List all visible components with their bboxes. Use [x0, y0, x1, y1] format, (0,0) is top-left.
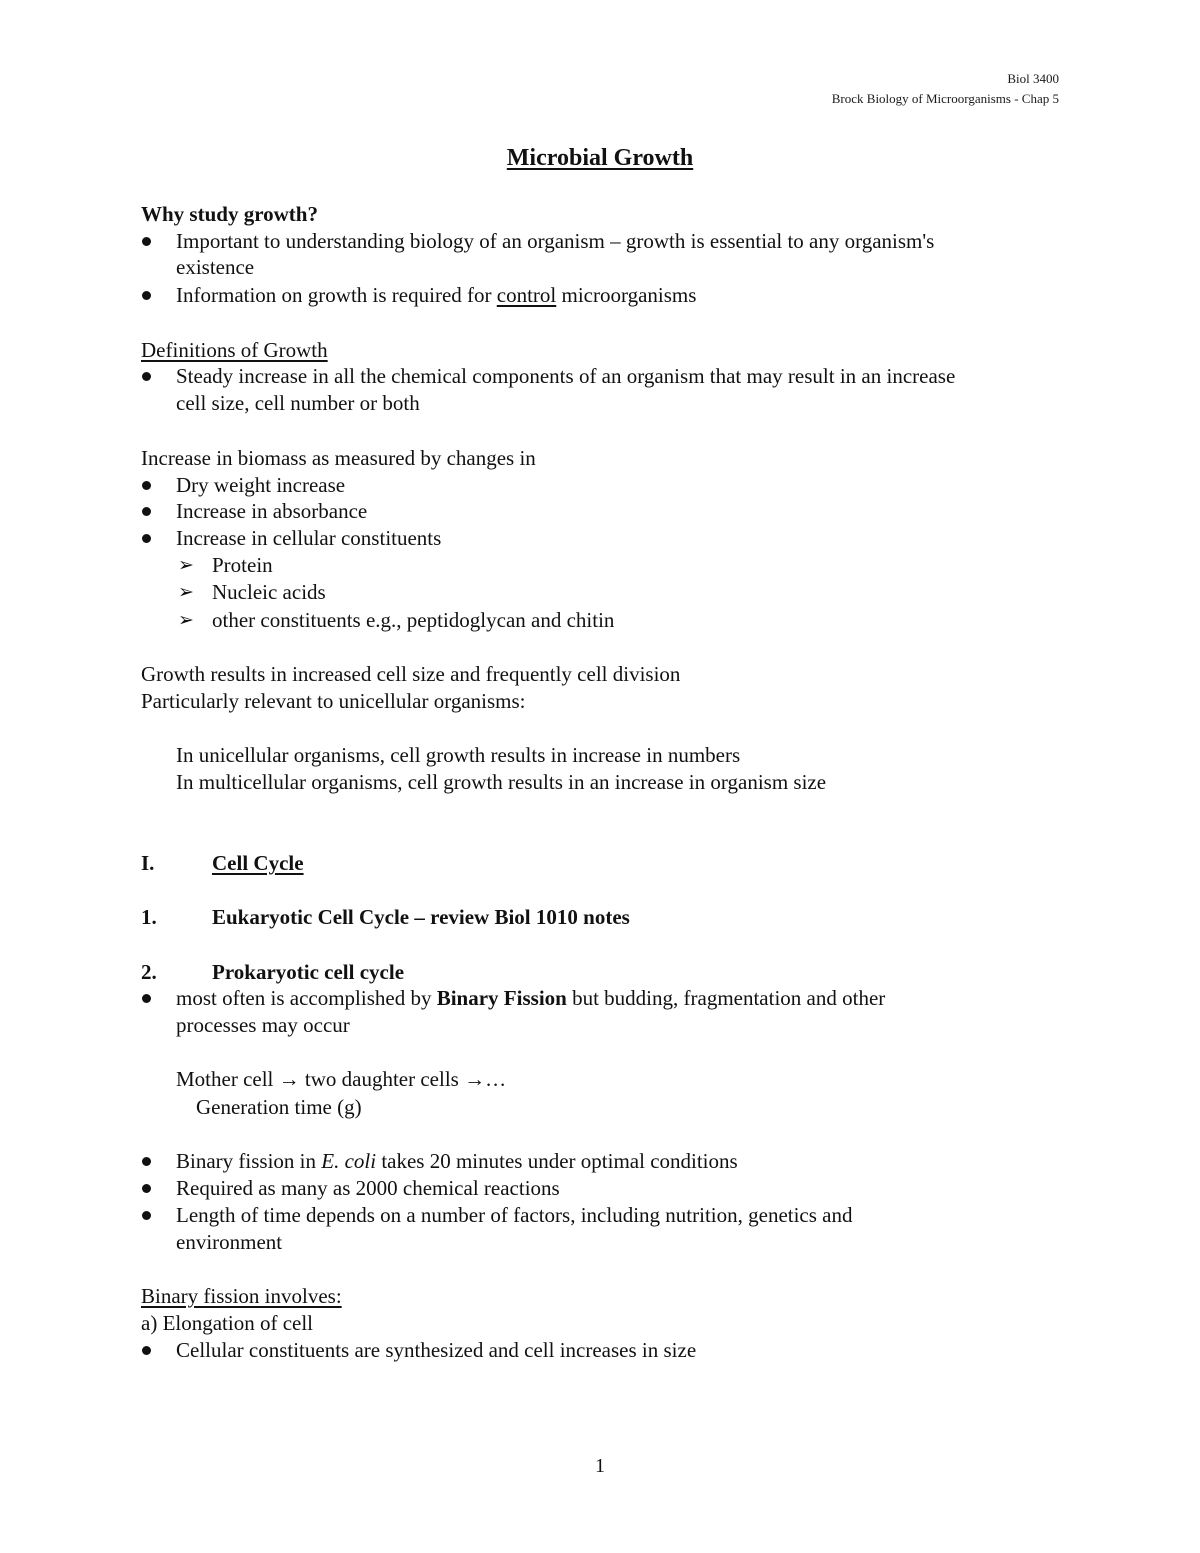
- item-2-flow: Mother cell → two daughter cells →…: [176, 1067, 507, 1091]
- item-2-bullet-1-pre: most often is accomplished by: [176, 986, 437, 1010]
- header-course: Biol 3400: [1007, 71, 1059, 86]
- biomass-intro: Increase in biomass as measured by changes in: [141, 446, 536, 470]
- biomass-subitem-3: other constituents e.g., peptidoglycan and chitin: [212, 608, 615, 632]
- why-bullet-2-post: microorganisms: [556, 283, 697, 307]
- header-book: Brock Biology of Microorganisms - Chap 5: [831, 91, 1059, 106]
- definitions-heading: [141, 337, 328, 364]
- bullet-icon: [142, 291, 151, 300]
- item-1-number: 1.: [141, 905, 157, 929]
- binary-bullet-1: Cellular constituents are synthesized and cell increases in size: [176, 1338, 697, 1362]
- definitions-bullet-line-1: Steady increase in all the chemical components of an organism that may result in an increase: [176, 364, 956, 388]
- bullet-icon: [142, 507, 151, 516]
- page-title: [0, 145, 1200, 172]
- item-2-bullet-1-line-1: [176, 985, 885, 1012]
- bullet-icon: [142, 1157, 151, 1166]
- item-2-bullet-4-line-2: environment: [176, 1230, 283, 1254]
- growth-line-2: Particularly relevant to unicellular organisms:: [141, 689, 526, 713]
- binary-heading-text: Binary fission involves:: [141, 1284, 342, 1308]
- page-title-text: Microbial Growth: [506, 145, 694, 171]
- growth-line-4: In multicellular organisms, cell growth results in an increase in organism size: [176, 770, 827, 794]
- item-1-title: Eukaryotic Cell Cycle – review Biol 1010 notes: [212, 905, 630, 929]
- binary-heading: [141, 1283, 342, 1310]
- bullet-icon: [142, 1184, 151, 1193]
- biomass-item-1: Dry weight increase: [176, 473, 346, 497]
- why-bullet-2: [176, 282, 696, 309]
- bullet-icon: [142, 1346, 151, 1355]
- item-2-bullet-1-post: but budding, fragmentation and other: [566, 986, 886, 1010]
- biomass-subitem-2: Nucleic acids: [212, 580, 326, 604]
- item-2-bullet-2-pre: Binary fission in: [176, 1149, 322, 1173]
- section-1-title: [212, 850, 304, 877]
- item-2-bullet-1-bold: Binary Fission: [436, 986, 567, 1010]
- item-2-bullet-2-post: takes 20 minutes under optimal conditions: [376, 1149, 738, 1173]
- page-number: 1: [595, 1455, 605, 1477]
- bullet-icon: [142, 372, 151, 381]
- item-2-bullet-1-line-2: processes may occur: [176, 1013, 350, 1037]
- biomass-subitem-1: Protein: [212, 553, 273, 577]
- arrowhead-bullet-icon: ➢: [178, 610, 194, 631]
- bullet-icon: [142, 481, 151, 490]
- why-bullet-2-underlined: control: [496, 283, 557, 307]
- growth-line-3: In unicellular organisms, cell growth results in increase in numbers: [176, 743, 741, 767]
- definitions-bullet-line-2: cell size, cell number or both: [176, 391, 420, 415]
- section-1-title-text: Cell Cycle: [212, 851, 304, 875]
- arrowhead-bullet-icon: ➢: [178, 582, 194, 603]
- item-2-generation-time: Generation time (g): [196, 1095, 362, 1119]
- item-2-bullet-2-italic: E. coli: [321, 1149, 377, 1173]
- item-2-number: 2.: [141, 960, 157, 984]
- section-1-number: I.: [141, 851, 155, 875]
- item-2-title: Prokaryotic cell cycle: [212, 960, 405, 984]
- why-bullet-2-pre: Information on growth is required for: [176, 283, 497, 307]
- binary-a: a) Elongation of cell: [141, 1311, 314, 1335]
- why-bullet-1-line-2: existence: [176, 255, 255, 279]
- item-2-bullet-2: [176, 1148, 738, 1175]
- arrowhead-bullet-icon: ➢: [178, 555, 194, 576]
- biomass-item-2: Increase in absorbance: [176, 499, 368, 523]
- bullet-icon: [142, 1211, 151, 1220]
- why-bullet-1-line-1: Important to understanding biology of an organism – growth is essential to any organism's: [176, 229, 935, 253]
- item-2-bullet-4-line-1: Length of time depends on a number of factors, including nutrition, genetics and: [176, 1203, 853, 1227]
- why-heading: Why study growth?: [141, 202, 318, 226]
- definitions-heading-text: Definitions of Growth: [141, 338, 328, 362]
- bullet-icon: [142, 534, 151, 543]
- growth-line-1: Growth results in increased cell size and frequently cell division: [141, 662, 681, 686]
- biomass-item-3: Increase in cellular constituents: [176, 526, 442, 550]
- bullet-icon: [142, 994, 151, 1003]
- bullet-icon: [142, 237, 151, 246]
- item-2-bullet-3: Required as many as 2000 chemical reactions: [176, 1176, 560, 1200]
